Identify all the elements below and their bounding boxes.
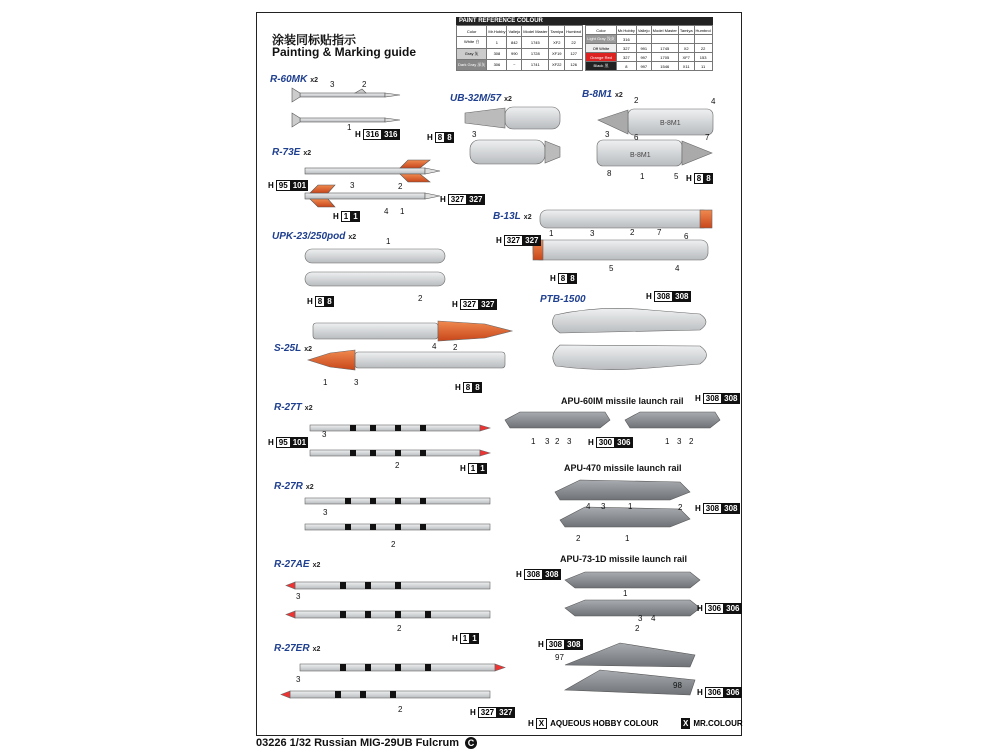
callout-number: 2 xyxy=(634,96,639,105)
callout-number: 3 xyxy=(567,437,572,446)
code-box-dark: 1 xyxy=(472,634,477,643)
code-box-dark: 308 xyxy=(724,504,738,513)
callout-number: 1 xyxy=(623,589,628,598)
code-box: 95 xyxy=(276,180,291,191)
callout-number: 3 xyxy=(323,508,328,517)
code-h1 xyxy=(333,211,360,222)
code-h308-adapter xyxy=(538,639,583,650)
code-box-dark: X xyxy=(683,719,689,728)
callout-number: 2 xyxy=(689,437,694,446)
code-box: 8 xyxy=(315,296,325,307)
code-box-dark: 101 xyxy=(292,181,307,190)
code-box-dark: 1 xyxy=(353,212,358,221)
cell: XF7 xyxy=(678,53,694,62)
title-chinese: 涂装同标贴指示 xyxy=(272,33,357,47)
callout-number: 1 xyxy=(625,534,630,543)
label-apu60: APU-60IM missile launch rail xyxy=(561,396,684,406)
h-mark: H xyxy=(538,640,544,649)
code-h327-r27er xyxy=(470,707,515,718)
weapon-name: R-60MK xyxy=(270,74,308,85)
weapon-qty: x2 xyxy=(523,214,532,221)
callout-number: 7 xyxy=(705,133,710,142)
code-h308-apu73 xyxy=(516,569,561,580)
weapon-name: UPK-23/250pod xyxy=(272,231,346,242)
callout-number: 2 xyxy=(635,624,640,633)
r60mk-missile xyxy=(292,88,400,127)
label-b13l xyxy=(493,211,532,222)
h-mark: H xyxy=(333,212,339,221)
code-box-dark: 306 xyxy=(617,438,631,447)
code-box-dark: 306 xyxy=(726,604,740,613)
callout-number: 3 xyxy=(601,502,606,511)
col-mrhobby: Mr.Hobby xyxy=(487,26,507,37)
callout-number: 1 xyxy=(549,229,554,238)
code-box: 8 xyxy=(435,132,445,143)
code-box: 1 xyxy=(460,633,470,644)
cell: ~ xyxy=(507,59,522,70)
label-r27r xyxy=(274,481,314,492)
cell: XF19 xyxy=(549,48,565,59)
cell: X2 xyxy=(678,44,694,53)
callout-number: 1 xyxy=(400,207,405,216)
label-r27er xyxy=(274,643,320,654)
h-mark: H xyxy=(550,274,556,283)
cell: 327 xyxy=(616,53,636,62)
code-box: 327 xyxy=(448,194,467,205)
h-mark: H xyxy=(307,297,313,306)
cell: 22 xyxy=(694,44,712,53)
h-mark: H xyxy=(646,292,652,301)
weapon-qty: x2 xyxy=(312,646,321,653)
code-box-dark: 327 xyxy=(525,236,539,245)
code-h8-b13l xyxy=(550,273,577,284)
cell: 8 xyxy=(616,62,636,71)
code-box: 95 xyxy=(276,437,291,448)
b8m1-pod xyxy=(597,109,713,166)
callout-number: 5 xyxy=(674,172,679,181)
weapon-qty: x2 xyxy=(615,92,623,99)
cell: Gray 灰 xyxy=(457,48,487,59)
code-box: 308 xyxy=(703,393,722,404)
cell: XF2 xyxy=(549,37,565,48)
code-h306-adapter xyxy=(697,687,742,698)
footer-title xyxy=(256,737,477,749)
label-r73e xyxy=(272,147,311,158)
code-box-dark: 327 xyxy=(481,300,495,309)
r27-black-bands xyxy=(335,425,431,698)
col-modelmaster: Model Master xyxy=(652,27,677,33)
h-mark: H xyxy=(697,688,703,697)
callout-number: 2 xyxy=(391,540,396,549)
code-box: 327 xyxy=(460,299,479,310)
cell: 153 xyxy=(694,53,712,62)
callout-number: 1 xyxy=(640,172,645,181)
cell: 1546 xyxy=(651,62,678,71)
h-mark: H xyxy=(452,634,458,643)
h-mark: H xyxy=(695,394,701,403)
cell: 306 xyxy=(487,59,507,70)
cell: 1705 xyxy=(651,53,678,62)
cell: Black 黑 xyxy=(586,62,617,71)
col-color: Color xyxy=(457,26,487,37)
callout-number: 4 xyxy=(711,97,716,106)
label-r27ae xyxy=(274,559,320,570)
code-h308-apu60 xyxy=(695,393,740,404)
cell: 126 xyxy=(565,59,583,70)
code-h300-apu60 xyxy=(588,437,633,448)
col-vallejo: Vallejo xyxy=(507,26,522,37)
cell: Light Gray 浅灰 xyxy=(586,35,617,44)
code-box-dark: 308 xyxy=(545,570,559,579)
legend-hobby-text: AQUEOUS HOBBY COLOUR xyxy=(550,719,659,728)
code-box-dark: 101 xyxy=(292,438,307,447)
cell: 1741 xyxy=(522,59,549,70)
weapon-qty: x2 xyxy=(303,150,312,157)
code-box: 306 xyxy=(705,603,724,614)
b8m1-stencil: B-8M1 xyxy=(660,120,681,127)
cell: 1745 xyxy=(522,37,549,48)
callout-number: 1 xyxy=(347,123,352,132)
callout-number: 7 xyxy=(657,228,662,237)
cell: 1 xyxy=(487,37,507,48)
legend-hobby-mark xyxy=(528,718,547,729)
h-mark: H xyxy=(528,719,534,728)
cell: Off White xyxy=(586,44,617,53)
code-box: 8 xyxy=(558,273,568,284)
callout-number: 4 xyxy=(675,264,680,273)
col-modelmaster: Model Master xyxy=(522,26,549,37)
callout-number: 3 xyxy=(677,437,682,446)
code-box-dark: 1 xyxy=(480,464,485,473)
label-r60mk xyxy=(270,74,318,85)
cell: 308 xyxy=(487,48,507,59)
callout-number: 2 xyxy=(630,228,635,237)
code-box-dark: 316 xyxy=(384,130,398,139)
callout-number: 3 xyxy=(322,430,327,439)
weapon-qty: x2 xyxy=(310,77,319,84)
h-mark: H xyxy=(452,300,458,309)
code-box: 327 xyxy=(504,235,523,246)
code-box: 308 xyxy=(524,569,543,580)
code-h8-b8m1 xyxy=(686,173,713,184)
cell: White 白 xyxy=(457,37,487,48)
callout-number: 3 xyxy=(354,378,359,387)
code-box: 308 xyxy=(654,291,673,302)
callout-number: 2 xyxy=(418,294,423,303)
code-box: 308 xyxy=(546,639,565,650)
r73e-missile xyxy=(305,160,440,207)
h-mark: H xyxy=(460,464,466,473)
paint-reference-title: PAINT REFERENCE COLOUR xyxy=(456,17,713,25)
weapon-name: B-8M1 xyxy=(582,89,613,100)
code-box-dark: 308 xyxy=(675,292,689,301)
h-mark: H xyxy=(427,133,433,142)
label-apu470: APU-470 missile launch rail xyxy=(564,463,682,473)
code-box: 300 xyxy=(596,437,615,448)
label-s25l xyxy=(274,343,312,354)
code-box-dark: 306 xyxy=(726,688,740,697)
callout-number: 3 xyxy=(605,130,610,139)
cell: 327 xyxy=(616,44,636,53)
code-box: 8 xyxy=(463,382,473,393)
code-h95-r27t xyxy=(268,437,308,448)
callout-number: 1 xyxy=(386,237,391,246)
callout-number: 2 xyxy=(576,534,581,543)
weapon-qty: x2 xyxy=(304,346,313,353)
code-box-dark: 308 xyxy=(567,640,581,649)
h-mark: H xyxy=(516,570,522,579)
col-vallejo: Vallejo xyxy=(637,27,650,33)
col-mrhobby: Mr.Hobby xyxy=(617,27,635,33)
callout-number: 2 xyxy=(398,182,403,191)
callout-number: 1 xyxy=(323,378,328,387)
code-box: 1 xyxy=(468,463,478,474)
callout-number: 3 xyxy=(638,614,643,623)
cell: 11 xyxy=(694,62,712,71)
cell: Orange Red xyxy=(586,53,617,62)
cell: X11 xyxy=(678,62,694,71)
code-box-dark: 8 xyxy=(706,174,711,183)
weapon-name: R-27AE xyxy=(274,559,310,570)
h-mark: H xyxy=(588,438,594,447)
weapon-name: UB-32M/57 xyxy=(450,93,502,104)
s25l-rocket xyxy=(308,321,512,370)
weapon-name: B-13L xyxy=(493,211,521,222)
label-apu73: APU-73-1D missile launch rail xyxy=(560,554,688,564)
col-color: Color xyxy=(586,26,617,35)
cell: 990 xyxy=(507,48,522,59)
code-box-dark: 8 xyxy=(447,133,452,142)
cell: 842 xyxy=(507,37,522,48)
callout-number: 1 xyxy=(628,502,633,511)
h-mark: H xyxy=(268,181,274,190)
label-r27t xyxy=(274,402,313,413)
weapon-name: R-73E xyxy=(272,147,301,158)
label-ptb1500 xyxy=(540,294,586,305)
callout-number: 3 xyxy=(545,437,550,446)
callout-number: 1 xyxy=(531,437,536,446)
label-upk xyxy=(272,231,356,242)
col-humbrol: Humbrol xyxy=(695,27,711,33)
callout-number: 2 xyxy=(397,624,402,633)
cell: 1728 xyxy=(522,48,549,59)
code-h308-apu470 xyxy=(695,503,740,514)
h-mark: H xyxy=(455,383,461,392)
weapon-qty: x2 xyxy=(348,234,357,241)
callout-number: 3 xyxy=(472,130,477,139)
callout-number: 97 xyxy=(555,653,564,662)
code-h316 xyxy=(355,129,400,140)
h-mark: H xyxy=(686,174,692,183)
h-mark: H xyxy=(496,236,502,245)
callout-number: 5 xyxy=(609,264,614,273)
title-english: Painting & Marking guide xyxy=(272,45,417,59)
section-mark: C xyxy=(465,737,477,749)
callout-number: 4 xyxy=(651,614,656,623)
code-h327-s25l xyxy=(452,299,497,310)
code-box-dark: 327 xyxy=(499,708,513,717)
label-b8m1 xyxy=(582,89,623,100)
h-mark: H xyxy=(470,708,476,717)
weapon-qty: x2 xyxy=(312,562,321,569)
code-h327 xyxy=(440,194,485,205)
callout-number: 1 xyxy=(665,437,670,446)
weapon-qty: x2 xyxy=(305,484,314,491)
callout-number: 2 xyxy=(395,461,400,470)
code-h1-r27t xyxy=(460,463,487,474)
weapon-qty: x2 xyxy=(304,405,313,412)
callout-number: 4 xyxy=(384,207,389,216)
callout-number: 2 xyxy=(362,80,367,89)
cell: Dark Gray 深灰 xyxy=(457,59,487,70)
callout-number: 2 xyxy=(398,705,403,714)
cell: 997 xyxy=(636,62,651,71)
h-mark: H xyxy=(695,504,701,513)
cell: XF22 xyxy=(549,59,565,70)
callout-number: 4 xyxy=(586,502,591,511)
h-mark: H xyxy=(355,130,361,139)
legend-mr-text: MR.COLOUR xyxy=(693,719,743,728)
cell: 991 xyxy=(636,44,651,53)
cell: 1745 xyxy=(651,44,678,53)
weapon-name: S-25L xyxy=(274,343,302,354)
code-box: X xyxy=(536,718,547,729)
callout-number: 3 xyxy=(350,181,355,190)
weapon-name: R-27R xyxy=(274,481,303,492)
code-h8-ub32 xyxy=(427,132,454,143)
h-mark: H xyxy=(697,604,703,613)
col-tamiya: Tamiya xyxy=(679,27,693,33)
callout-number: 2 xyxy=(555,437,560,446)
code-box: 8 xyxy=(694,173,704,184)
weapon-name: R-27ER xyxy=(274,643,310,654)
upk-pod xyxy=(305,249,445,286)
cell: 127 xyxy=(565,48,583,59)
code-h306-apu73 xyxy=(697,603,742,614)
code-box: 316 xyxy=(363,129,382,140)
weapon-qty: x2 xyxy=(504,96,512,103)
code-h95 xyxy=(268,180,308,191)
code-box: 327 xyxy=(478,707,497,718)
code-box-dark: 8 xyxy=(570,274,575,283)
callout-number: 3 xyxy=(330,80,335,89)
legend-mrcolour xyxy=(681,718,743,729)
cell: 316 xyxy=(616,35,636,44)
legend-mr-mark xyxy=(681,718,690,729)
code-box-dark: 8 xyxy=(475,383,480,392)
cell: 22 xyxy=(565,37,583,48)
code-box: 306 xyxy=(705,687,724,698)
h-mark: H xyxy=(440,195,446,204)
ub32-pod xyxy=(465,107,560,164)
callout-number: 3 xyxy=(296,675,301,684)
code-h308-ptb xyxy=(646,291,691,302)
col-tamiya: Tamiya xyxy=(549,26,565,37)
callout-number: 98 xyxy=(673,681,682,690)
callout-number: 4 xyxy=(432,342,437,351)
callout-number: 8 xyxy=(607,169,612,178)
weapon-name: R-27T xyxy=(274,402,302,413)
col-humbrol: Humbrol xyxy=(565,26,583,37)
code-box-dark: 8 xyxy=(327,297,332,306)
callout-number: 2 xyxy=(678,503,683,512)
code-h327-b13l xyxy=(496,235,541,246)
code-box-dark: 308 xyxy=(724,394,738,403)
code-h1-r27ae xyxy=(452,633,479,644)
callout-number: 3 xyxy=(296,592,301,601)
ptb1500-tank xyxy=(552,308,706,369)
label-ub32 xyxy=(450,93,512,104)
code-box: 1 xyxy=(341,211,351,222)
h-mark: H xyxy=(268,438,274,447)
weapon-name: PTB-1500 xyxy=(540,294,586,305)
legend-aqueous xyxy=(528,718,658,729)
code-h8-s25l xyxy=(455,382,482,393)
b8m1-stencil-2: B-8M1 xyxy=(630,152,651,159)
callout-number: 2 xyxy=(453,343,458,352)
callout-number: 6 xyxy=(684,232,689,241)
code-h8-upk xyxy=(307,296,334,307)
cell: 997 xyxy=(636,53,651,62)
callout-number: 3 xyxy=(590,229,595,238)
code-box-dark: 327 xyxy=(469,195,483,204)
code-box: 308 xyxy=(703,503,722,514)
callout-number: 6 xyxy=(634,133,639,142)
footer-text: 03226 1/32 Russian MIG-29UB Fulcrum xyxy=(256,737,459,749)
